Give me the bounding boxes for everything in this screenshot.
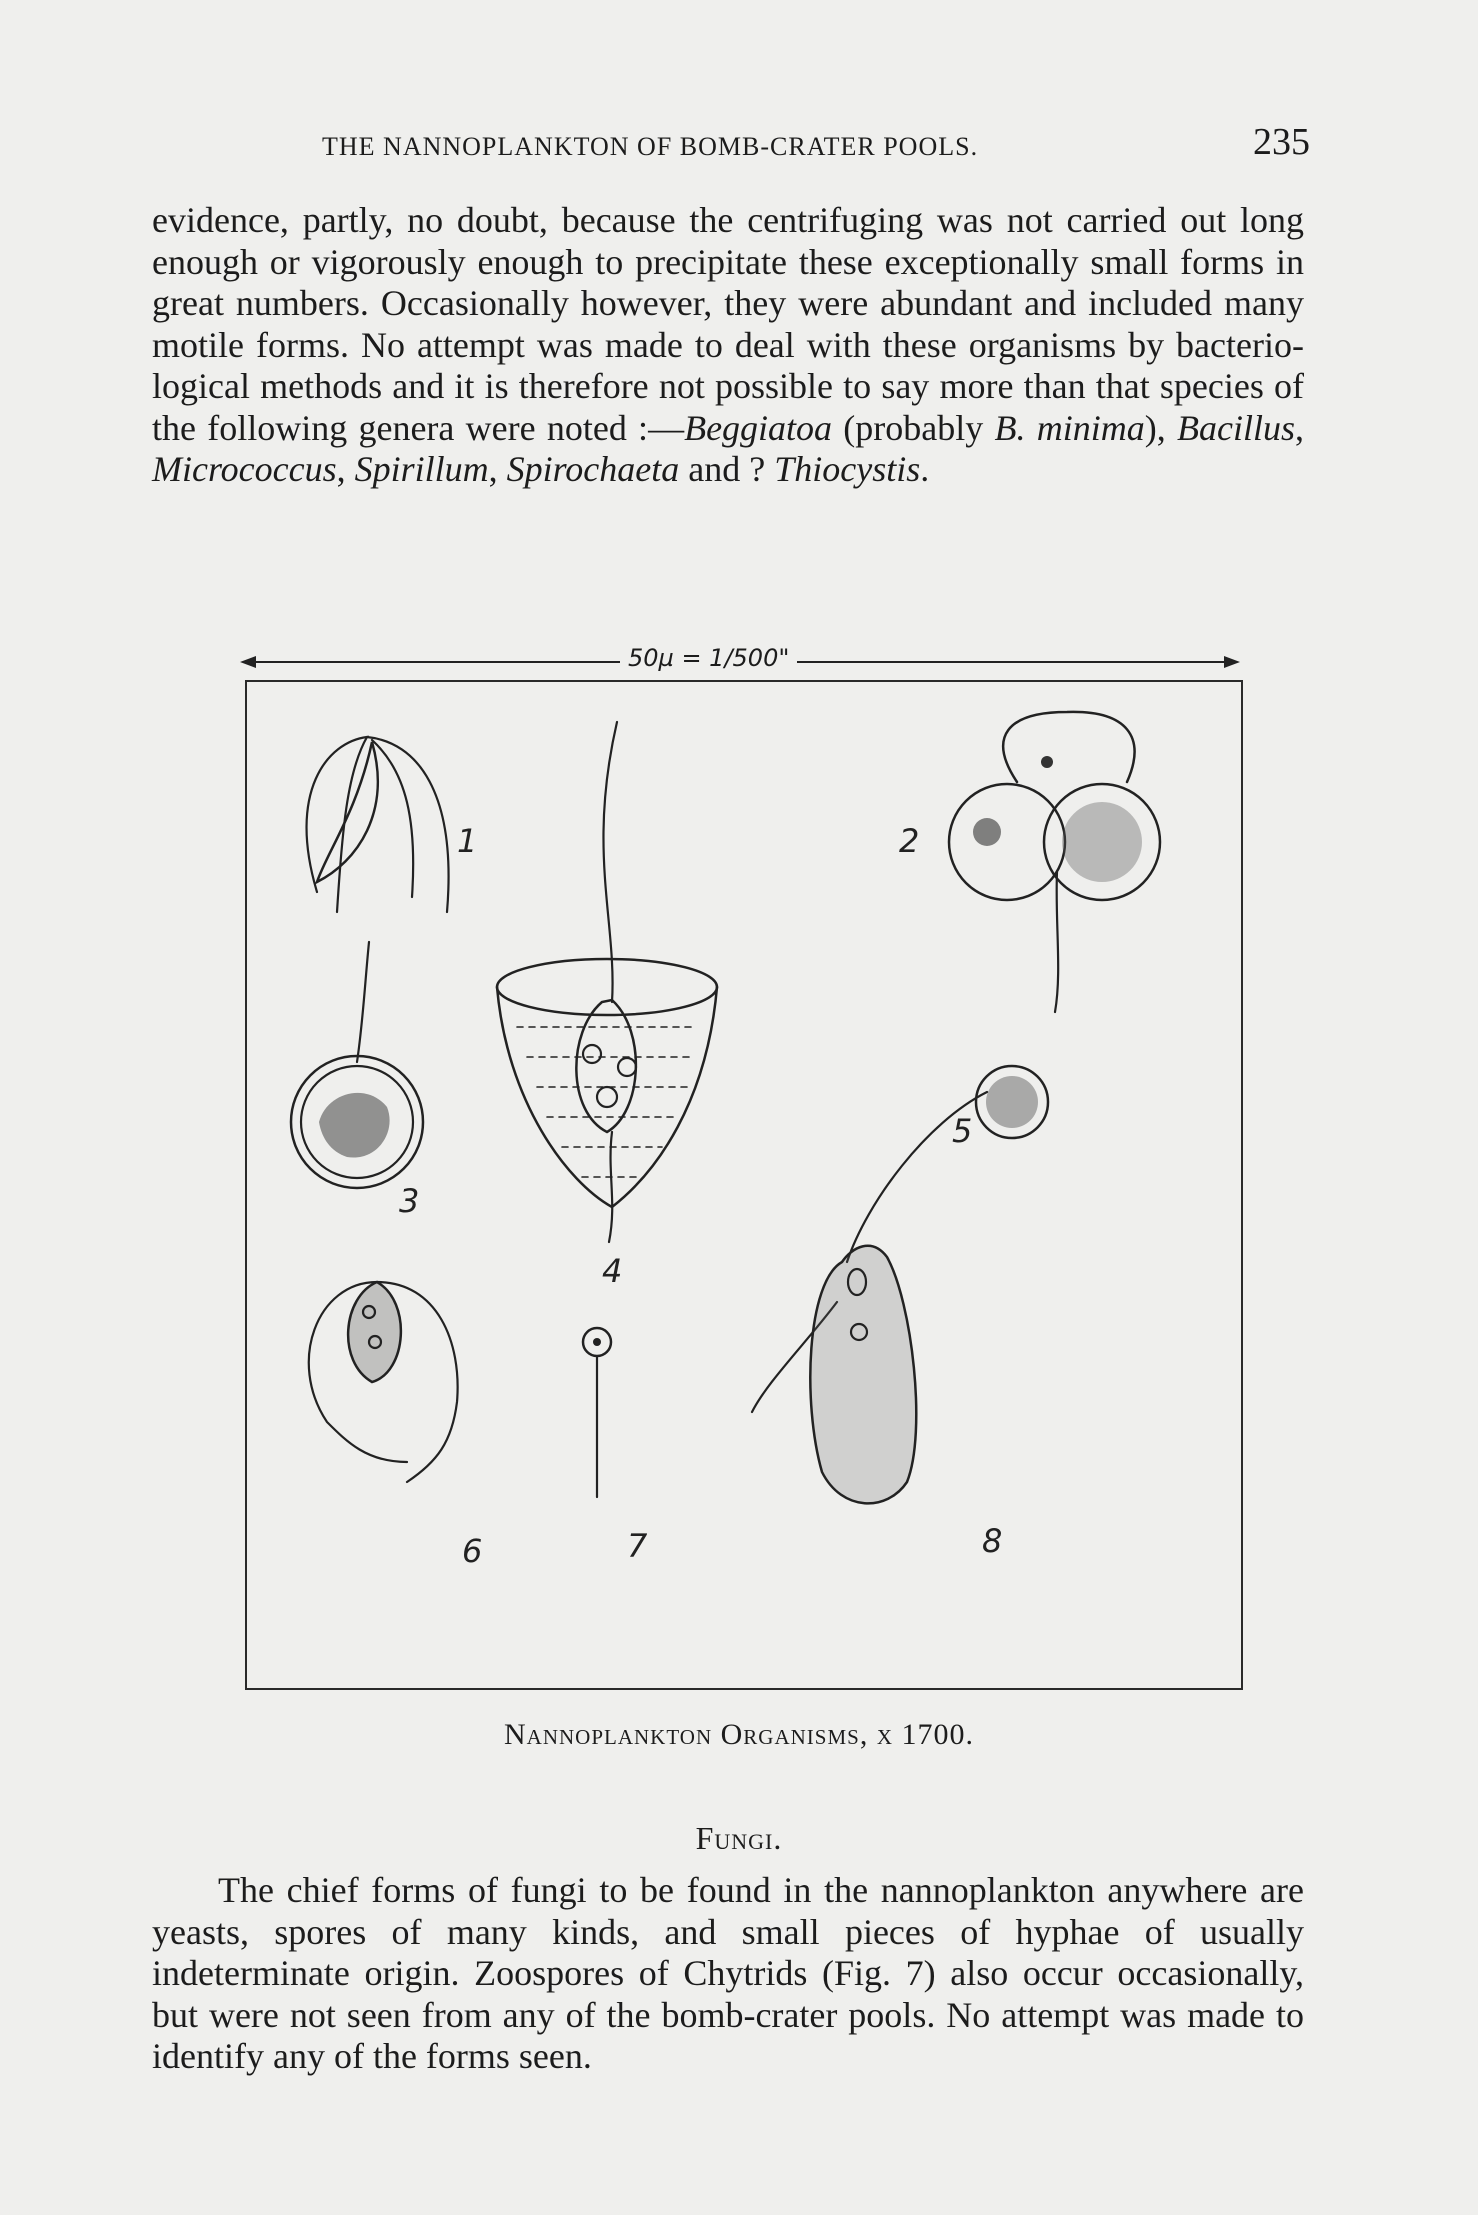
figure-label-2: 2 [899, 822, 920, 860]
genus-name: Micrococcus [152, 449, 337, 489]
genus-name: Spirillum [354, 449, 489, 489]
genus-name: Thiocystis [774, 449, 921, 489]
figure-label-8: 8 [982, 1522, 1003, 1560]
scale-label: 50µ = 1/500" [620, 644, 797, 672]
figure-label-1: 1 [457, 822, 478, 860]
scale-bar [240, 640, 1240, 680]
genus-name: Spirochaeta [506, 449, 680, 489]
running-title: THE NANNOPLANKTON OF BOMB-CRATER POOLS. [322, 132, 979, 161]
body-paragraph-bacteria: evidence, partly, no doubt, because the centrifuging was not carried out long enough or vigorously enough to precipitate these exceptionally small forms in great numbers. Occasionally however, they were abundant and included many motile forms. No attempt was made to deal with these organisms by bacteriological methods and it is therefore not possible to say more than that species of the following genera were noted :—Beggiatoa (probably B. minima), Bacillus, Micrococcus, Spirillum, Spirochaeta and ? Thiocystis. [152, 200, 1305, 489]
figure-frame [245, 680, 1243, 1690]
genus-name: Bacillus [1177, 407, 1296, 448]
figure-label-4: 4 [602, 1252, 623, 1290]
organism-6-drawing [309, 1282, 458, 1482]
figure-label-5: 5 [952, 1112, 973, 1150]
organism-3-drawing [291, 1056, 423, 1188]
figure-label-7: 7 [627, 1527, 648, 1565]
figure-caption: Nannoplankton Organisms, x 1700. [504, 1718, 974, 1751]
organism-drawings [247, 682, 1245, 1692]
species-name: B. minima [994, 407, 1145, 448]
figure-label-6: 6 [462, 1532, 483, 1570]
figure-label-3: 3 [399, 1182, 420, 1220]
organism-7-drawing [583, 1328, 611, 1497]
running-header [150, 120, 1310, 170]
organism-4-drawing [497, 722, 717, 1242]
organism-5-drawing [976, 1066, 1048, 1138]
page-number: 235 [1253, 121, 1310, 163]
genus-name: Beggiatoa [684, 407, 833, 448]
section-heading: Fungi. [695, 1820, 783, 1856]
body-paragraph-fungi: The chief forms of fungi to be found in the nannoplankton anywhere are yeasts, spores of many kinds, and small pieces of hyphae of usually indeterminate origin. Zoospores of Chytrids (Fig. 7) also occur occasionally, but were not seen from any of the bomb-crater pools. No attempt was made to identify any of the forms seen. [152, 1870, 1304, 2076]
organism-2-drawing [949, 712, 1160, 1012]
organism-8-drawing [752, 1092, 987, 1503]
organism-1-drawing [307, 737, 449, 1062]
